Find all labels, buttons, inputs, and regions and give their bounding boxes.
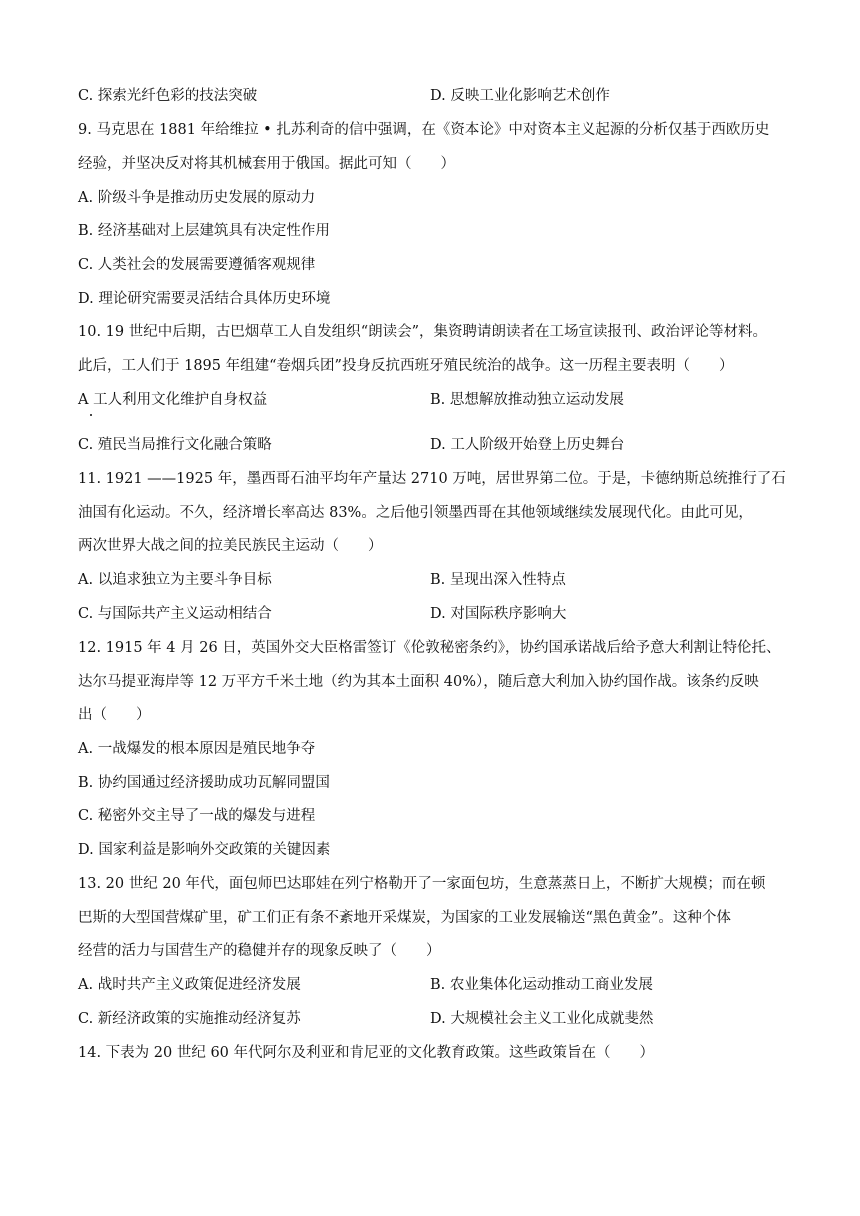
q10-stem-line-2: 此后，工人们于 1895 年组建“卷烟兵团”投身反抗西班牙殖民统治的战争。这一历程主要表明（ ）	[78, 358, 734, 374]
q11-stem-line-3: 两次世界大战之间的拉美民族民主运动（ ）	[78, 538, 383, 554]
stray-dot-mark	[90, 414, 92, 416]
q10-option-c: C. 殖民当局推行文化融合策略	[78, 437, 272, 453]
q10-option-d: D. 工人阶级开始登上历史舞台	[430, 437, 625, 453]
q13-option-c: C. 新经济政策的实施推动经济复苏	[78, 1011, 301, 1027]
q13-stem-line-2: 巴斯的大型国营煤矿里，矿工们正有条不紊地开采煤炭，为国家的工业发展输送“黑色黄金”。这种个体	[78, 910, 731, 926]
q13-option-a: A. 战时共产主义政策促进经济发展	[78, 977, 301, 993]
q12-stem-line-1: 12. 1915 年 4 月 26 日，英国外交大臣格雷签订《伦敦秘密条约》，协约国承诺战后给予意大利割让特伦托、	[78, 640, 781, 656]
q12-option-b: B. 协约国通过经济援助成功瓦解同盟国	[78, 775, 330, 791]
q9-stem-line-1: 9. 马克思在 1881 年给维拉 • 扎苏利奇的信中强调，在《资本论》中对资本主义起源的分析仅基于西欧历史	[78, 122, 770, 138]
q10-option-a: A 工人利用文化维护自身权益	[78, 392, 268, 408]
q11-stem-line-2: 油国有化运动。不久，经济增长率高达 83%。之后他引领墨西哥在其他领域继续发展现代化。由此可见，	[78, 505, 753, 521]
q11-option-b: B. 呈现出深入性特点	[430, 572, 566, 588]
q12-stem-line-2: 达尔马提亚海岸等 12 万平方千米土地（约为其本土面积 40%），随后意大利加入协约国作战。该条约反映	[78, 674, 759, 690]
q9-option-a: A. 阶级斗争是推动历史发展的原动力	[78, 190, 316, 206]
q12-option-c: C. 秘密外交主导了一战的爆发与进程	[78, 808, 316, 824]
q12-option-a: A. 一战爆发的根本原因是殖民地争夺	[78, 741, 316, 757]
q10-option-b: B. 思想解放推动独立运动发展	[430, 392, 624, 408]
q8-option-c: C. 探索光纤色彩的技法突破	[78, 88, 258, 104]
q9-stem-line-2: 经验，并坚决反对将其机械套用于俄国。据此可知（ ）	[78, 156, 455, 172]
q10-stem-line-1: 10. 19 世纪中后期，古巴烟草工人自发组织“朗读会”，集资聘请朗读者在工场宣读报刊、政治评论等材料。	[78, 324, 768, 340]
q14-stem-line-1: 14. 下表为 20 世纪 60 年代阿尔及利亚和肯尼亚的文化教育政策。这些政策旨在（ ）	[78, 1045, 655, 1061]
q11-option-a: A. 以追求独立为主要斗争目标	[78, 572, 272, 588]
q12-stem-line-3: 出（ ）	[78, 707, 151, 723]
q11-option-d: D. 对国际秩序影响大	[430, 606, 567, 622]
q9-option-b: B. 经济基础对上层建筑具有决定性作用	[78, 223, 330, 239]
q13-option-d: D. 大规模社会主义工业化成就斐然	[430, 1011, 654, 1027]
q11-stem-line-1: 11. 1921 ——1925 年，墨西哥石油平均年产量达 2710 万吨，居世界第二位。于是，卡德纳斯总统推行了石	[78, 471, 786, 487]
q13-option-b: B. 农业集体化运动推动工商业发展	[430, 977, 653, 993]
q13-stem-line-3: 经营的活力与国营生产的稳健并存的现象反映了（ ）	[78, 943, 441, 959]
q8-option-d: D. 反映工业化影响艺术创作	[430, 88, 610, 104]
q9-option-c: C. 人类社会的发展需要遵循客观规律	[78, 257, 316, 273]
q13-stem-line-1: 13. 20 世纪 20 年代，面包师巴达耶娃在列宁格勒开了一家面包坊，生意蒸蒸日上，不断扩大规模；而在顿	[78, 876, 766, 892]
q9-option-d: D. 理论研究需要灵活结合具体历史环境	[78, 291, 331, 307]
q12-option-d: D. 国家利益是影响外交政策的关键因素	[78, 842, 331, 858]
q11-option-c: C. 与国际共产主义运动相结合	[78, 606, 272, 622]
